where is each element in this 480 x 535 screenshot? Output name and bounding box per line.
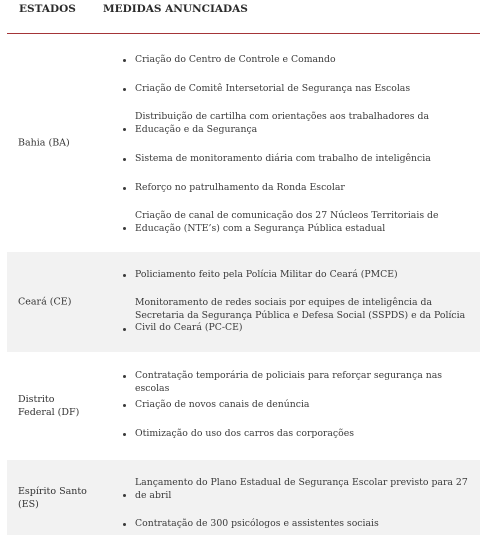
bullet-icon [123, 328, 126, 331]
bullet-icon [123, 404, 126, 407]
state-name: Bahia (BA) [18, 137, 70, 149]
list-item: Sistema de monitoramento diária com trabalho de inteligência [119, 153, 470, 166]
bullet-icon [123, 158, 126, 161]
list-item: Distribuição de cartilha com orientações aos trabalhadores da Educação e da Segurança [119, 111, 470, 136]
list-item: Lançamento do Plano Estadual de Segurança Escolar previsto para 27 de abril [119, 477, 470, 502]
list-item: Criação de canal de comunicação dos 27 Núcleos Territoriais de Educação (NTE’s) com a Segurança Pública estadual [119, 210, 470, 235]
state-name: Ceará (CE) [18, 296, 72, 308]
state-name: Espírito Santo (ES) [18, 485, 87, 510]
table-header [7, 0, 480, 34]
bullet-icon [123, 227, 126, 230]
list-item: Policiamento feito pela Polícia Militar do Ceará (PMCE) [119, 269, 470, 282]
bullet-icon [123, 274, 126, 277]
state-name: Distrito Federal (DF) [18, 394, 80, 418]
table-row-distrito-federal [7, 352, 480, 460]
measures-table [7, 0, 480, 535]
bullet-icon [123, 494, 126, 497]
list-item: Criação de novos canais de denúncia [119, 399, 470, 412]
header-states: ESTADOS [19, 3, 76, 15]
list-item: Contratação temporária de policiais para reforçar segurança nas escolas [119, 370, 470, 395]
list-item: Criação de Comitê Intersetorial de Segurança nas Escolas [119, 83, 470, 96]
list-item: Monitoramento de redes sociais por equipes de inteligência da Secretaria da Segurança Pública e Defesa Social (SSPDS) e da Polícia Civil do Ceará (PC-CE) [119, 297, 470, 335]
table-row-bahia [7, 34, 480, 252]
bullet-icon [123, 88, 126, 91]
table-row-ceara [7, 252, 480, 352]
list-item: Otimização do uso dos carros das corporações [119, 428, 470, 441]
list-item: Criação do Centro de Controle e Comando [119, 54, 470, 67]
bullet-icon [123, 59, 126, 62]
bullet-icon [123, 375, 126, 378]
bullet-icon [123, 523, 126, 526]
bullet-icon [123, 128, 126, 131]
list-item: Contratação de 300 psicólogos e assistentes sociais [119, 518, 470, 531]
list-item: Reforço no patrulhamento da Ronda Escolar [119, 182, 470, 195]
header-measures: MEDIDAS ANUNCIADAS [103, 3, 248, 15]
bullet-icon [123, 187, 126, 190]
table-row-espirito-santo [7, 460, 480, 535]
bullet-icon [123, 433, 126, 436]
